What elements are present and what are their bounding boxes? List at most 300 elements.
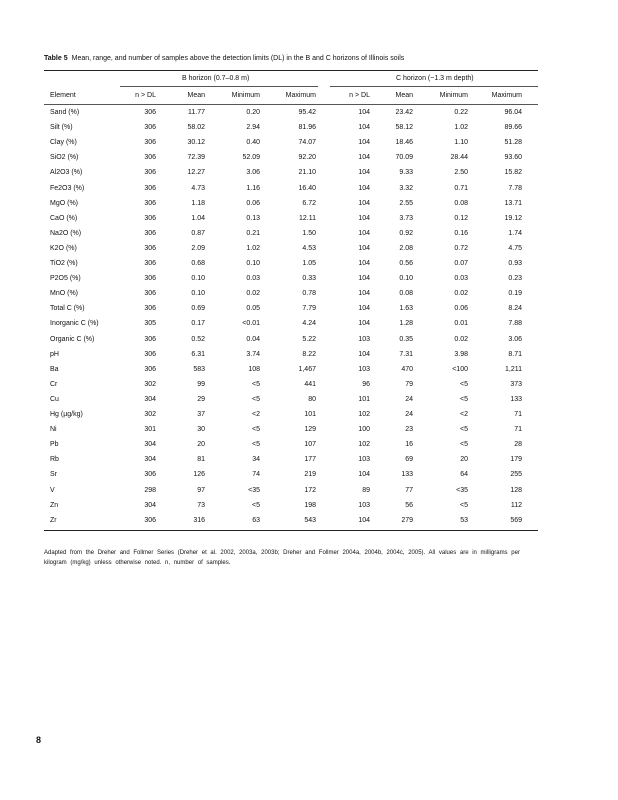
cell-c-mean: 9.33 (399, 169, 413, 177)
cell-element: Silt (%) (50, 124, 73, 132)
cell-b-n-dl: 306 (144, 244, 156, 252)
cell-b-maximum: 16.40 (298, 184, 316, 192)
cell-b-minimum: 108 (248, 365, 260, 373)
cell-b-maximum: 8.22 (302, 350, 316, 358)
cell-c-maximum: 133 (510, 395, 522, 403)
cell-b-mean: 126 (193, 471, 205, 479)
cell-b-maximum: 21.10 (298, 169, 316, 177)
column-header-b-minimum: Minimum (231, 92, 260, 99)
cell-b-minimum: <5 (252, 501, 260, 509)
cell-c-mean: 1.28 (399, 320, 413, 328)
cell-b-n-dl: 306 (144, 290, 156, 298)
table-row (44, 166, 538, 181)
cell-element: MnO (%) (50, 290, 78, 298)
cell-c-minimum: 0.16 (454, 229, 468, 237)
cell-b-maximum: 6.72 (302, 199, 316, 207)
cell-b-mean: 0.52 (191, 335, 205, 343)
table-row (44, 121, 538, 136)
table-row (44, 484, 538, 499)
cell-c-minimum: 28.44 (450, 154, 468, 162)
table-row (44, 317, 538, 332)
cell-b-maximum: 12.11 (299, 214, 316, 222)
cell-b-minimum: 0.03 (246, 275, 260, 283)
cell-c-n-dl: 104 (358, 320, 370, 328)
cell-c-maximum: 96.04 (504, 109, 522, 116)
cell-b-maximum: 4.24 (302, 320, 316, 328)
cell-b-n-dl: 306 (144, 154, 156, 162)
cell-b-maximum: 5.22 (302, 335, 316, 343)
column-header-c-maximum: Maximum (491, 92, 522, 99)
column-header-b-mean: Mean (187, 92, 205, 99)
table-row (44, 227, 538, 242)
cell-element: SiO2 (%) (50, 154, 79, 162)
cell-c-n-dl: 103 (358, 456, 370, 464)
cell-b-maximum: 74.07 (298, 139, 316, 147)
cell-b-minimum: 1.16 (246, 184, 260, 192)
table-row (44, 333, 538, 348)
cell-c-n-dl: 104 (358, 516, 370, 524)
cell-b-mean: 30 (197, 426, 205, 434)
cell-b-n-dl: 305 (144, 320, 156, 328)
cell-b-n-dl: 306 (144, 184, 156, 192)
cell-b-minimum: 3.74 (246, 350, 260, 358)
cell-b-minimum: 52.09 (242, 154, 260, 162)
cell-b-minimum: 0.20 (246, 109, 260, 116)
cell-b-maximum: 1.05 (302, 260, 316, 267)
cell-b-mean: 2.09 (191, 244, 205, 252)
cell-b-minimum: 2.94 (246, 124, 260, 132)
cell-c-mean: 0.92 (399, 229, 413, 237)
table-row (44, 197, 538, 212)
table-row (44, 287, 538, 302)
cell-c-n-dl: 104 (358, 350, 370, 358)
table-row (44, 363, 538, 378)
cell-c-mean: 23 (405, 426, 413, 434)
cell-element: Zn (50, 501, 59, 509)
cell-c-n-dl: 96 (362, 380, 370, 388)
cell-b-minimum: 63 (252, 516, 260, 524)
cell-element: Sr (50, 471, 57, 479)
cell-element: MgO (%) (50, 199, 78, 207)
table-caption (44, 55, 584, 62)
cell-b-maximum: 80 (308, 395, 316, 403)
column-header-row (44, 89, 538, 104)
cell-c-mean: 1.63 (399, 305, 413, 313)
cell-c-n-dl: 104 (358, 139, 370, 147)
cell-b-n-dl: 306 (144, 350, 156, 358)
cell-c-mean: 16 (405, 441, 413, 449)
table-row (44, 151, 538, 166)
cell-c-mean: 56 (405, 501, 413, 509)
cell-b-minimum: <5 (252, 395, 260, 403)
cell-c-n-dl: 104 (358, 275, 370, 283)
cell-element: Cr (50, 380, 58, 388)
cell-b-maximum: 172 (304, 486, 316, 494)
cell-c-mean: 0.56 (399, 260, 413, 267)
cell-b-minimum: 3.06 (246, 169, 260, 177)
cell-c-maximum: 15.82 (504, 169, 522, 177)
cell-c-mean: 18.46 (395, 139, 413, 147)
cell-b-mean: 81 (197, 456, 205, 464)
cell-c-n-dl: 104 (358, 124, 370, 132)
cell-c-mean: 7.31 (399, 350, 413, 358)
cell-c-minimum: <5 (460, 380, 468, 388)
cell-c-mean: 77 (405, 486, 413, 494)
cell-b-mean: 72.39 (187, 154, 205, 162)
table-row (44, 106, 538, 121)
cell-element: Inorganic C (%) (50, 320, 99, 328)
cell-b-minimum: 0.13 (246, 214, 260, 222)
cell-c-n-dl: 103 (358, 501, 370, 509)
cell-b-mean: 0.87 (191, 229, 205, 237)
cell-b-maximum: 81.96 (298, 124, 316, 132)
cell-b-minimum: <5 (252, 380, 260, 388)
cell-c-minimum: 0.72 (454, 244, 468, 252)
cell-c-mean: 3.73 (399, 214, 413, 222)
cell-c-minimum: 0.12 (454, 214, 468, 222)
cell-b-maximum: 1,467 (298, 365, 316, 373)
cell-b-mean: 1.04 (191, 214, 205, 222)
cell-b-minimum: 0.04 (246, 335, 260, 343)
table-footnote: Adapted from the Dreher and Follmer Series (Dreher et al. 2002, 2003a, 2003b; Dreher and Follmer 2004a, 2004b, 2004c, 2005). All values are in milligrams per kilogram (mg/kg) unless otherwise noted. n, number of samples. (44, 550, 520, 566)
cell-element: Total C (%) (50, 305, 85, 313)
cell-b-n-dl: 306 (144, 139, 156, 147)
cell-c-mean: 69 (405, 456, 413, 464)
cell-b-mean: 0.69 (191, 305, 205, 313)
cell-b-mean: 58.02 (187, 124, 205, 132)
cell-c-n-dl: 104 (358, 290, 370, 298)
cell-b-n-dl: 306 (144, 214, 156, 222)
cell-c-mean: 2.55 (399, 199, 413, 207)
cell-c-maximum: 19.12 (504, 214, 522, 222)
cell-c-maximum: 0.19 (508, 290, 522, 298)
cell-element: P2O5 (%) (50, 275, 81, 283)
cell-b-n-dl: 306 (144, 275, 156, 283)
cell-b-mean: 0.17 (191, 320, 205, 328)
cell-c-n-dl: 89 (362, 486, 370, 494)
cell-b-maximum: 441 (304, 380, 316, 388)
cell-c-maximum: 7.88 (508, 320, 522, 328)
cell-c-maximum: 255 (510, 471, 522, 479)
cell-element: Al2O3 (%) (50, 169, 83, 177)
cell-c-mean: 0.35 (399, 335, 413, 343)
cell-b-maximum: 543 (304, 516, 316, 524)
cell-c-maximum: 0.93 (508, 260, 522, 267)
cell-c-minimum: 0.07 (454, 260, 468, 267)
cell-b-mean: 20 (197, 441, 205, 449)
cell-b-mean: 37 (197, 411, 205, 418)
cell-b-maximum: 92.20 (298, 154, 316, 162)
cell-element: Sand (%) (50, 109, 80, 116)
cell-c-n-dl: 104 (358, 199, 370, 207)
cell-b-maximum: 4.53 (302, 244, 316, 252)
table-row (44, 423, 538, 438)
cell-c-maximum: 71 (514, 411, 522, 418)
page-number: 8 (36, 735, 42, 745)
cell-c-n-dl: 102 (358, 411, 370, 418)
cell-element: Ni (50, 426, 57, 434)
cell-b-minimum: 34 (252, 456, 260, 464)
cell-c-n-dl: 104 (358, 244, 370, 252)
cell-c-minimum: 0.01 (454, 320, 468, 328)
table-row (44, 272, 538, 287)
cell-c-maximum: 1.74 (508, 229, 522, 237)
table-row (44, 393, 538, 408)
table-bottom-rule (44, 530, 538, 531)
cell-c-minimum: 0.08 (454, 199, 468, 207)
cell-c-minimum: 0.06 (454, 305, 468, 313)
cell-b-maximum: 95.42 (298, 109, 316, 116)
cell-c-mean: 23.42 (395, 109, 413, 116)
cell-b-minimum: 0.40 (246, 139, 260, 147)
cell-b-minimum: 74 (252, 471, 260, 479)
group-header-b-horizon: B horizon (0.7–0.8 m) (182, 75, 250, 82)
cell-b-maximum: 129 (304, 426, 316, 434)
cell-b-maximum: 107 (304, 441, 316, 449)
table-row (44, 499, 538, 514)
cell-b-mean: 29 (197, 395, 205, 403)
cell-b-mean: 12.27 (187, 169, 205, 177)
table-row (44, 453, 538, 468)
cell-c-maximum: 71 (514, 426, 522, 434)
cell-c-n-dl: 104 (358, 260, 370, 267)
cell-c-maximum: 128 (510, 486, 522, 494)
cell-element: Fe2O3 (%) (50, 184, 85, 192)
cell-c-mean: 279 (401, 516, 413, 524)
cell-element: CaO (%) (50, 214, 78, 222)
column-header-c-mean: Mean (395, 92, 413, 99)
cell-b-maximum: 0.33 (302, 275, 316, 283)
table-top-rule (44, 70, 538, 71)
cell-b-n-dl: 304 (144, 501, 156, 509)
table-row (44, 468, 538, 483)
cell-b-n-dl: 306 (144, 335, 156, 343)
cell-c-maximum: 51.28 (504, 139, 522, 147)
cell-b-n-dl: 298 (144, 486, 156, 494)
table-row (44, 182, 538, 197)
cell-c-maximum: 7.78 (508, 184, 522, 192)
cell-c-maximum: 89.66 (504, 124, 522, 132)
cell-b-mean: 4.73 (191, 184, 205, 192)
cell-c-minimum: <5 (460, 441, 468, 449)
cell-c-mean: 3.32 (399, 184, 413, 192)
header-bottom-rule (44, 104, 538, 105)
cell-b-n-dl: 306 (144, 124, 156, 132)
cell-b-mean: 11.77 (188, 109, 205, 116)
cell-c-minimum: <5 (460, 426, 468, 434)
cell-element: pH (50, 350, 59, 358)
cell-c-n-dl: 103 (358, 335, 370, 343)
cell-b-n-dl: 306 (144, 516, 156, 524)
cell-c-maximum: 0.23 (508, 275, 522, 283)
cell-c-n-dl: 101 (358, 395, 370, 403)
cell-b-n-dl: 306 (144, 471, 156, 479)
cell-b-minimum: <5 (252, 441, 260, 449)
cell-b-n-dl: 302 (144, 411, 156, 418)
column-header-c-n-dl: n > DL (349, 92, 370, 99)
group-rule-c (330, 86, 538, 87)
cell-b-mean: 97 (197, 486, 205, 494)
cell-b-maximum: 0.78 (302, 290, 316, 298)
cell-b-maximum: 219 (304, 471, 316, 479)
table-row (44, 348, 538, 363)
cell-c-n-dl: 104 (358, 471, 370, 479)
cell-c-maximum: 8.24 (508, 305, 522, 313)
cell-c-minimum: <100 (452, 365, 468, 373)
cell-b-maximum: 101 (304, 411, 316, 418)
cell-c-mean: 0.10 (399, 275, 413, 283)
column-header-b-n-dl: n > DL (135, 92, 156, 99)
table-row (44, 242, 538, 257)
cell-c-mean: 133 (401, 471, 413, 479)
table-row (44, 378, 538, 393)
table-row (44, 408, 538, 423)
group-header-c-horizon: C horizon (~1.3 m depth) (396, 75, 474, 82)
cell-b-mean: 0.68 (191, 260, 205, 267)
cell-b-mean: 30.12 (187, 139, 205, 147)
cell-b-minimum: 0.06 (246, 199, 260, 207)
cell-b-maximum: 1.50 (302, 229, 316, 237)
cell-c-minimum: 1.10 (454, 139, 468, 147)
cell-c-mean: 0.08 (399, 290, 413, 298)
column-header-element: Element (50, 92, 76, 99)
cell-b-n-dl: 306 (144, 169, 156, 177)
cell-b-n-dl: 306 (144, 109, 156, 116)
cell-c-minimum: 0.02 (454, 290, 468, 298)
cell-b-mean: 0.10 (191, 290, 205, 298)
cell-element: Pb (50, 441, 59, 449)
cell-c-maximum: 28 (514, 441, 522, 449)
cell-c-minimum: 0.22 (454, 109, 468, 116)
cell-b-minimum: <5 (252, 426, 260, 434)
cell-b-minimum: 0.02 (246, 290, 260, 298)
cell-b-n-dl: 306 (144, 260, 156, 267)
cell-c-minimum: <5 (460, 501, 468, 509)
cell-c-minimum: <35 (456, 486, 468, 494)
cell-b-n-dl: 304 (144, 456, 156, 464)
cell-b-minimum: 0.10 (246, 260, 260, 267)
cell-c-mean: 79 (405, 380, 413, 388)
cell-b-mean: 73 (197, 501, 205, 509)
cell-c-maximum: 4.75 (508, 244, 522, 252)
cell-element: Ba (50, 365, 59, 373)
column-header-c-minimum: Minimum (439, 92, 468, 99)
cell-c-n-dl: 104 (358, 229, 370, 237)
cell-element: K2O (%) (50, 244, 77, 252)
cell-b-mean: 316 (193, 516, 205, 524)
cell-b-n-dl: 304 (144, 441, 156, 449)
cell-c-n-dl: 102 (358, 441, 370, 449)
cell-c-minimum: <5 (460, 395, 468, 403)
cell-element: Hg (µg/kg) (50, 411, 83, 418)
cell-b-n-dl: 306 (144, 365, 156, 373)
group-rule-b (120, 86, 318, 87)
cell-b-mean: 1.18 (191, 199, 205, 207)
cell-c-n-dl: 104 (358, 109, 370, 116)
cell-c-minimum: 0.71 (454, 184, 468, 192)
cell-b-n-dl: 306 (144, 305, 156, 313)
cell-element: Rb (50, 456, 59, 464)
cell-b-n-dl: 301 (144, 426, 156, 434)
cell-c-maximum: 569 (510, 516, 522, 524)
cell-c-minimum: 1.02 (454, 124, 468, 132)
cell-b-mean: 99 (197, 380, 205, 388)
cell-b-minimum: 1.02 (246, 244, 260, 252)
cell-c-minimum: 3.98 (454, 350, 468, 358)
cell-c-minimum: 2.50 (454, 169, 468, 177)
cell-c-maximum: 179 (510, 456, 522, 464)
cell-b-n-dl: 302 (144, 380, 156, 388)
cell-c-maximum: 373 (510, 380, 522, 388)
cell-c-minimum: <2 (460, 411, 468, 418)
table-row (44, 257, 538, 272)
cell-c-n-dl: 103 (358, 365, 370, 373)
cell-c-mean: 470 (401, 365, 413, 373)
table-label: Table 5 (44, 55, 68, 62)
cell-b-minimum: 0.21 (246, 229, 260, 237)
cell-c-mean: 24 (405, 411, 413, 418)
cell-b-maximum: 198 (304, 501, 316, 509)
cell-c-mean: 70.09 (395, 154, 413, 162)
table-row (44, 302, 538, 317)
cell-b-maximum: 177 (304, 456, 316, 464)
cell-c-maximum: 3.06 (508, 335, 522, 343)
cell-element: Cu (50, 395, 59, 403)
cell-c-mean: 24 (405, 395, 413, 403)
cell-element: Organic C (%) (50, 335, 95, 343)
cell-c-maximum: 93.60 (504, 154, 522, 162)
cell-c-minimum: 64 (460, 471, 468, 479)
cell-c-mean: 58.12 (395, 124, 413, 132)
cell-b-n-dl: 306 (144, 199, 156, 207)
cell-element: V (50, 486, 55, 494)
cell-c-mean: 2.08 (399, 244, 413, 252)
cell-c-maximum: 13.71 (504, 199, 522, 207)
cell-c-maximum: 112 (510, 501, 522, 509)
table-row (44, 136, 538, 151)
cell-b-n-dl: 304 (144, 395, 156, 403)
cell-b-minimum: 0.05 (246, 305, 260, 313)
cell-c-n-dl: 104 (358, 169, 370, 177)
cell-b-mean: 583 (193, 365, 205, 373)
cell-c-maximum: 8.71 (508, 350, 522, 358)
cell-element: TiO2 (%) (50, 260, 78, 267)
table-row (44, 514, 538, 529)
cell-b-minimum: <2 (252, 411, 260, 418)
cell-c-n-dl: 104 (358, 184, 370, 192)
cell-b-minimum: <35 (248, 486, 260, 494)
cell-b-maximum: 7.79 (302, 305, 316, 313)
cell-b-mean: 6.31 (191, 350, 205, 358)
cell-c-minimum: 0.02 (454, 335, 468, 343)
cell-c-n-dl: 104 (358, 305, 370, 313)
cell-c-n-dl: 104 (358, 154, 370, 162)
cell-c-minimum: 53 (460, 516, 468, 524)
cell-c-n-dl: 100 (358, 426, 370, 434)
cell-c-minimum: 0.03 (454, 275, 468, 283)
cell-c-maximum: 1,211 (505, 365, 522, 373)
table-title: Mean, range, and number of samples above the detection limits (DL) in the B and C horizons of Illinois soils (71, 55, 405, 62)
cell-element: Zr (50, 516, 57, 524)
cell-b-mean: 0.10 (191, 275, 205, 283)
cell-b-n-dl: 306 (144, 229, 156, 237)
cell-c-n-dl: 104 (358, 214, 370, 222)
cell-element: Na2O (%) (50, 229, 82, 237)
cell-element: Clay (%) (50, 139, 77, 147)
column-header-b-maximum: Maximum (285, 92, 316, 99)
table-row (44, 212, 538, 227)
table-row (44, 438, 538, 453)
